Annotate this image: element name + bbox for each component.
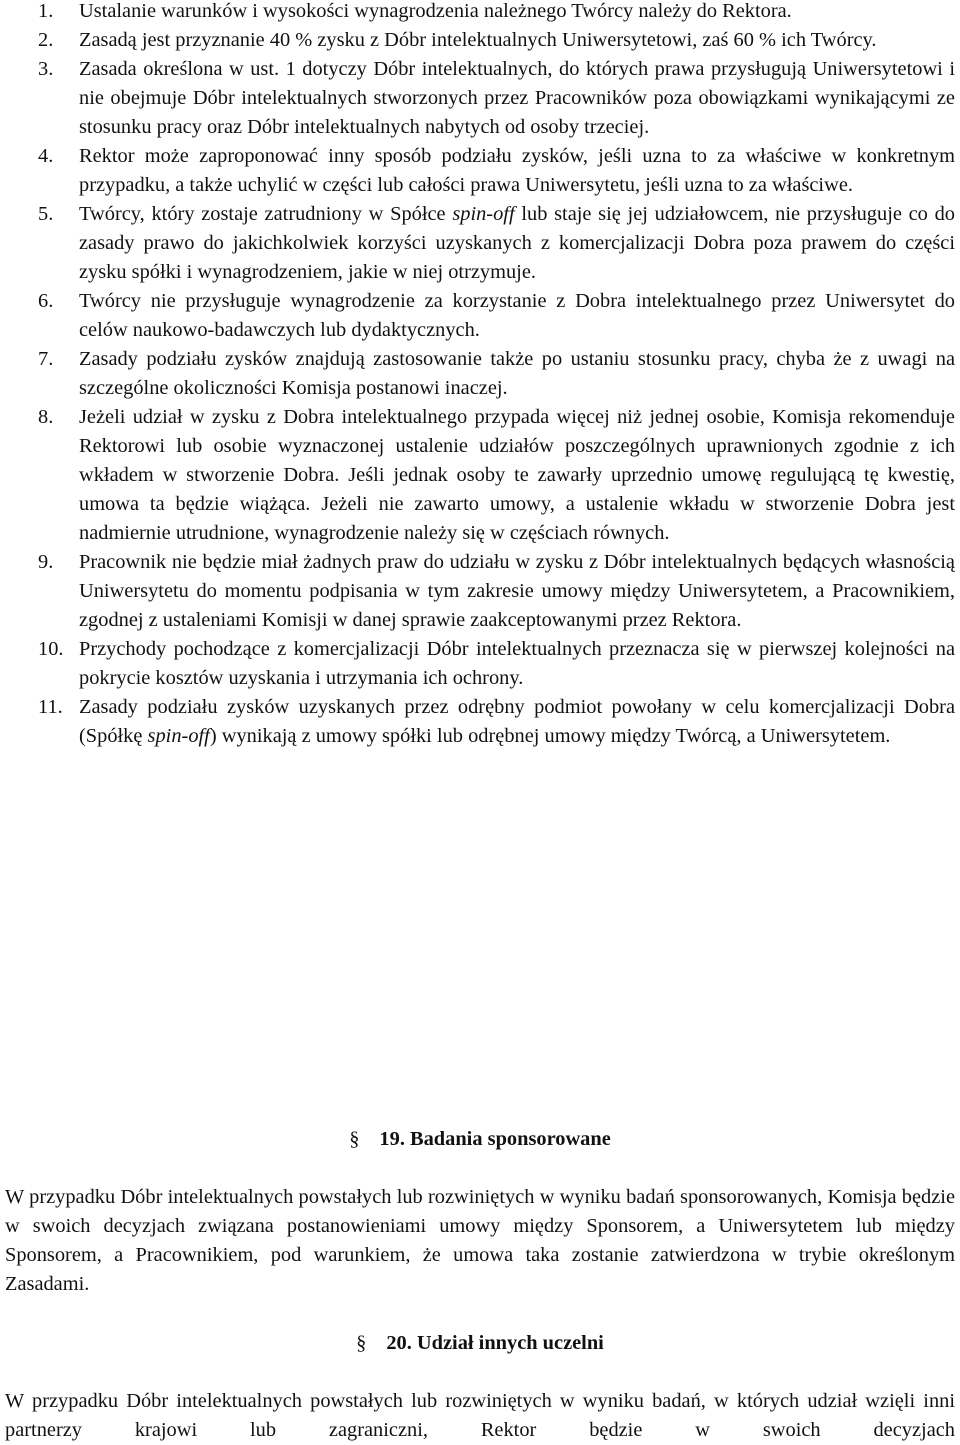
list-item-text: Jeżeli udział w zysku z Dobra intelektualnego przypada więcej niż jednej osobie, Komisja rekomenduje Rektorowi lub osobie wyznaczonej ustalenie udziałów poszczególnych uprawnionych zgodnie z ich wkładem w stworzenie Dobra. Jeśli jednak osoby te zawarły uprzednio umowę regulującą tę kwestię, umowa ta będzie wiążąca. Jeżeli nie zawarto umowy, a ustalenie wkładu w stworzenie Dobra jest nadmiernie utrudnione, wynagrodzenie należy się w częściach równych. xyxy=(79,406,955,544)
section-symbol: § xyxy=(349,1128,360,1150)
list-item-text: Twórcy nie przysługuje wynagrodzenie za korzystanie z Dobra intelektualnego przez Uniwersytet do celów naukowo-badawczych lub dydaktycznych. xyxy=(79,290,955,341)
list-item-number: 6. xyxy=(38,290,54,312)
list-item-text: Zasadą jest przyznanie 40 % zysku z Dóbr intelektualnych Uniwersytetowi, zaś 60 % ich Twórcy. xyxy=(79,29,877,51)
list-item-text-italic: spin-off xyxy=(452,203,515,225)
list-item-text: Ustalanie warunków i wysokości wynagrodzenia należnego Twórcy należy do Rektora. xyxy=(79,0,792,22)
list-item xyxy=(0,345,960,403)
list-item-number: 10. xyxy=(38,638,64,660)
list-item xyxy=(0,0,960,26)
list-item-number: 9. xyxy=(38,551,54,573)
list-item-number: 8. xyxy=(38,406,54,428)
list-item-text xyxy=(79,696,955,747)
list-item-text: Zasada określona w ust. 1 dotyczy Dóbr intelektualnych, do których prawa przysługują Uniwersytetowi i nie obejmuje Dóbr intelektualnych stworzonych przez Pracowników poza obowiązkami wynikającymi ze stosunku pracy oraz Dóbr intelektualnych nabytych od osoby trzeciej. xyxy=(79,58,955,138)
list-item-text: Przychody pochodzące z komercjalizacji Dóbr intelektualnych przeznacza się w pierwszej kolejności na pokrycie kosztów uzyskania i utrzymania ich ochrony. xyxy=(79,638,955,689)
list-item-text-part: Zasady podziału zysków uzyskanych przez odrębny podmiot powołany w celu komercjalizacji Dobra (Spółkę xyxy=(79,696,955,747)
list-item-text: Rektor może zaproponować inny sposób podziału zysków, jeśli uzna to za właściwe w konkretnym przypadku, a także uchylić w części lub całości prawa Uniwersytetu, jeśli uzna to za właściwe. xyxy=(79,145,955,196)
section-19-body: W przypadku Dóbr intelektualnych powstałych lub rozwiniętych w wyniku badań sponsorowanych, Komisja będzie w swoich decyzjach związana postanowieniami umowy między Sponsorem, a Uniwersytetem lub między Sponsorem, a Pracownikiem, pod warunkiem, że umowa taka zostanie zatwierdzona w trybie określonym Zasadami. xyxy=(5,1186,955,1295)
list-item xyxy=(0,200,960,287)
list-item xyxy=(0,693,960,751)
list-item-text: Zasady podziału zysków znajdują zastosowanie także po ustaniu stosunku pracy, chyba że z uwagi na szczególne okoliczności Komisja postanowi inaczej. xyxy=(79,348,955,399)
list-item-number: 1. xyxy=(38,0,54,22)
list-item-text-part: lub staje się jej udziałowcem, nie przysługuje co do zasady prawo do jakichkolwiek korzyści uzyskanych z komercjalizacji Dobra poza prawem do części zysku spółki i wynagrodzeniem, jakie w niej otrzymuje. xyxy=(79,203,955,283)
section-title: 19. Badania sponsorowane xyxy=(379,1128,611,1150)
list-item-text: Pracownik nie będzie miał żadnych praw do udziału w zysku z Dóbr intelektualnych będących własnością Uniwersytetu do momentu podpisania w tym zakresie umowy między Uniwersytetem, a Pracownikiem, zgodnej z ustaleniami Komisji w danej sprawie zaakceptowanymi przez Rektora. xyxy=(79,551,955,631)
list-item xyxy=(0,55,960,142)
list-item-text-italic: spin-off xyxy=(147,725,210,747)
list-item xyxy=(0,142,960,200)
list-item-number: 4. xyxy=(38,145,54,167)
section-title: 20. Udział innych uczelni xyxy=(386,1332,604,1354)
list-item-text xyxy=(79,203,955,283)
list-item-number: 2. xyxy=(38,29,54,51)
list-item-number: 7. xyxy=(38,348,54,370)
list-item-number: 5. xyxy=(38,203,54,225)
list-item xyxy=(0,635,960,693)
list-item xyxy=(0,287,960,345)
section-20-body: W przypadku Dóbr intelektualnych powstałych lub rozwiniętych w wyniku badań, w których udział wzięli inni partnerzy krajowi lub zagraniczni, Rektor będzie w swoich decyzjach xyxy=(5,1390,955,1441)
section-19-heading xyxy=(0,1125,960,1154)
list-item-text-part: Twórcy, który zostaje zatrudniony w Spółce xyxy=(79,203,453,225)
list-item-number: 11. xyxy=(38,696,63,718)
section-symbol: § xyxy=(356,1332,367,1354)
list-item-text-part: ) wynikają z umowy spółki lub odrębnej umowy między Twórcą, a Uniwersytetem. xyxy=(209,725,891,747)
list-item xyxy=(0,26,960,55)
section-20-heading xyxy=(0,1329,960,1358)
list-item xyxy=(0,548,960,635)
list-item-number: 3. xyxy=(38,58,54,80)
list-item xyxy=(0,403,960,548)
